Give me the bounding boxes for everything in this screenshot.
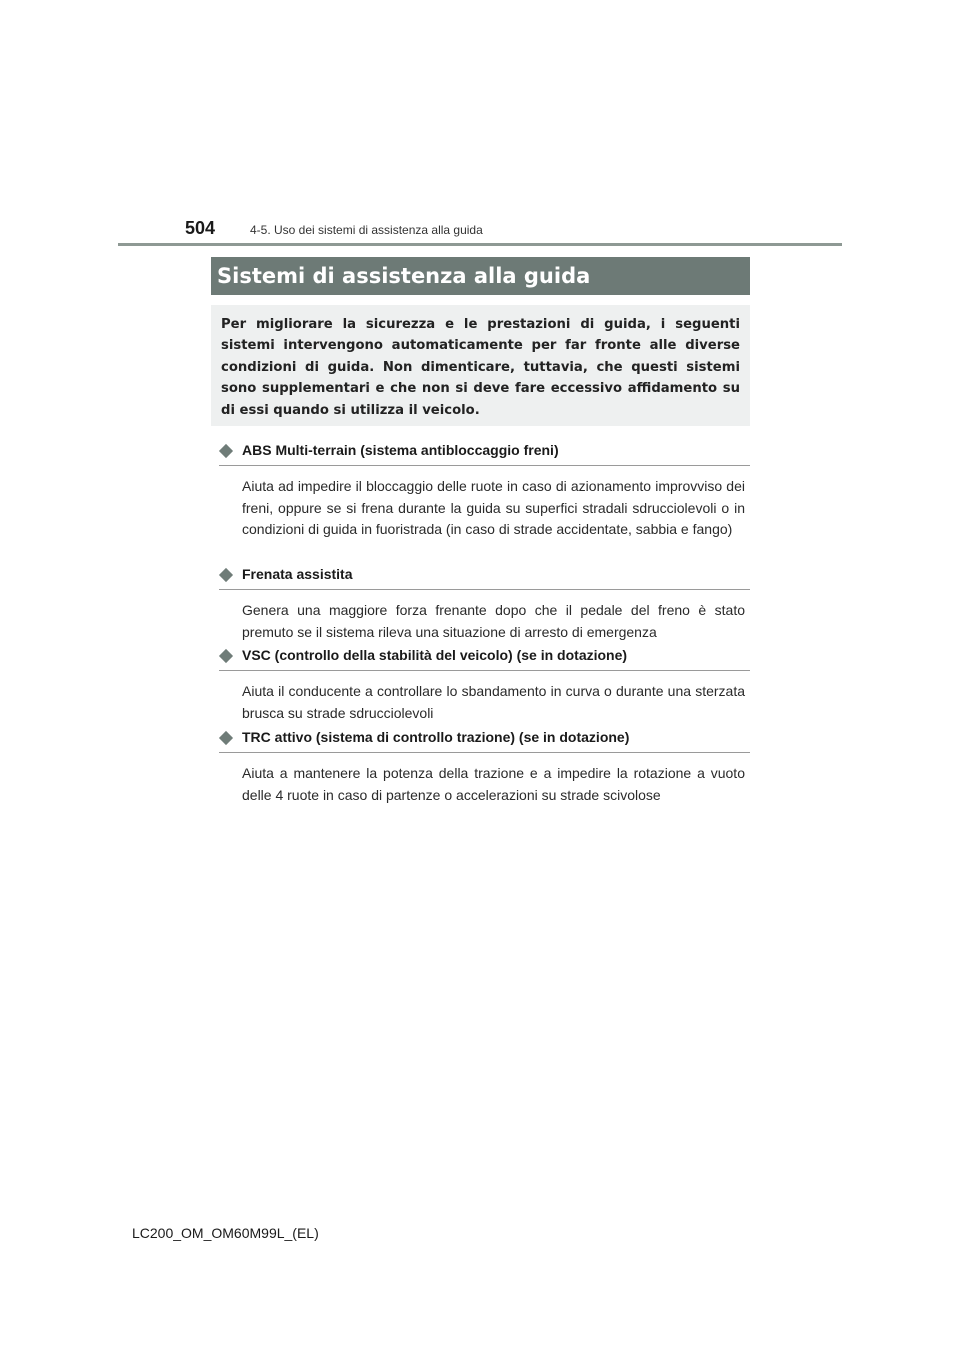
entry-trc xyxy=(219,728,750,806)
intro-box: Per migliorare la sicurezza e le prestazioni di guida, i seguenti sistemi intervengono automaticamente per far fronte alle diverse condizioni di guida. Non dimenticare, tuttavia, che questi sistemi sono supplementari e che non si deve fare eccessivo affidamento su di essi quando si utilizza il veicolo. xyxy=(211,305,750,426)
entry-title: Frenata assistita xyxy=(242,566,353,582)
entry-body: Genera una maggiore forza frenante dopo che il pedale del freno è stato premuto se il sistema rileva una situazione di arresto di emergenza xyxy=(242,602,745,640)
entry-heading xyxy=(219,441,750,466)
entry-title: ABS Multi-terrain (sistema antibloccaggio freni) xyxy=(242,442,559,458)
diamond-icon xyxy=(219,649,233,663)
entry-title: TRC attivo (sistema di controllo trazione) (se in dotazione) xyxy=(242,729,630,745)
entry-body: Aiuta ad impedire il bloccaggio delle ruote in caso di azionamento improvviso dei freni, oppure se si frena durante la guida su superfici stradali sdrucciolevoli o in condizioni di guida in fuoristrada (in caso di strade accidentate, sabbia e fango) xyxy=(242,478,745,538)
entry-vsc xyxy=(219,646,750,724)
page-title: Sistemi di assistenza alla guida xyxy=(211,257,750,295)
entry-abs xyxy=(219,441,750,541)
diamond-icon xyxy=(219,568,233,582)
entry-body: Aiuta a mantenere la potenza della trazione e a impedire la rotazione a vuoto delle 4 ruote in caso di partenze o accelerazioni su strade scivolose xyxy=(242,765,745,803)
entry-title: VSC (controllo della stabilità del veicolo) (se in dotazione) xyxy=(242,647,628,663)
entry-body: Aiuta il conducente a controllare lo sbandamento in curva o durante una sterzata brusca su strade sdrucciolevoli xyxy=(242,683,745,721)
section-path: 4-5. Uso dei sistemi di assistenza alla guida xyxy=(250,223,483,237)
diamond-icon xyxy=(219,444,233,458)
entry-heading xyxy=(219,565,750,590)
entry-heading xyxy=(219,728,750,753)
footer-doc-code: LC200_OM_OM60M99L_(EL) xyxy=(132,1225,319,1241)
entry-frenata-assistita xyxy=(219,565,750,643)
entry-heading xyxy=(219,646,750,671)
header-rule xyxy=(118,243,842,246)
page-number: 504 xyxy=(185,218,216,238)
diamond-icon xyxy=(219,731,233,745)
